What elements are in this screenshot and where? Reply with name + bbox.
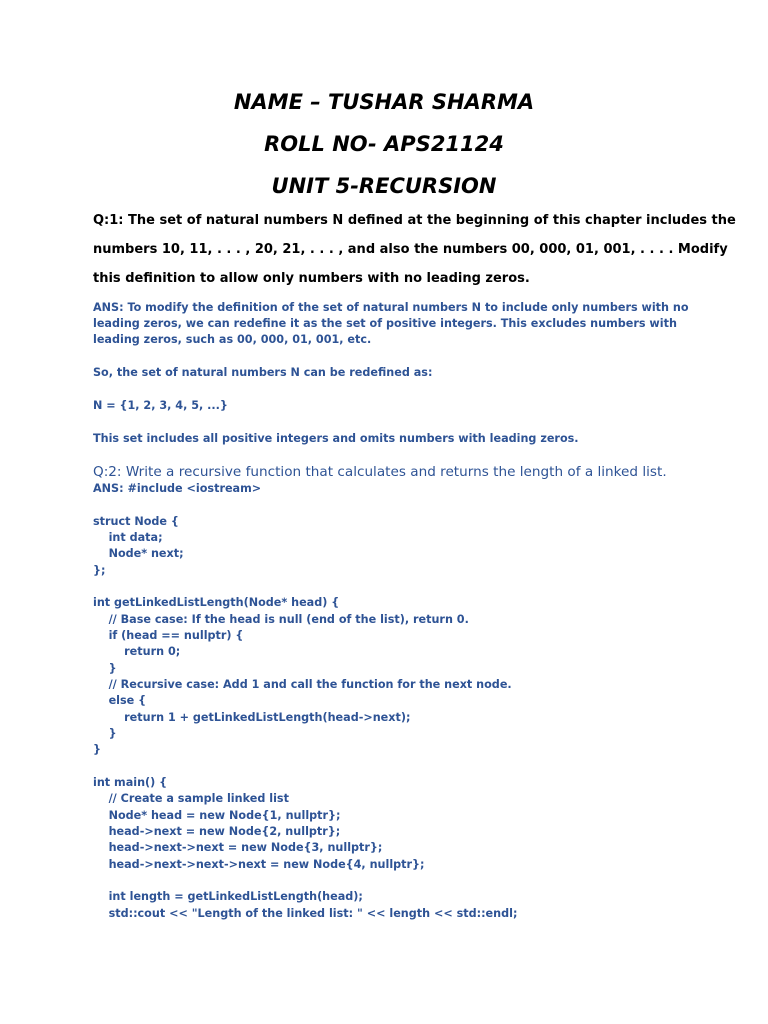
code-line: Node* head = new Node{1, nullptr}; (93, 808, 341, 822)
code-line: head->next->next->next = new Node{4, nullptr}; (93, 857, 425, 871)
code-line: } (93, 661, 117, 675)
question-2: Q:2: Write a recursive function that calculates and returns the length of a linked list. (93, 464, 667, 480)
code-line: else { (93, 694, 147, 708)
answer-1-paragraph: ANS: To modify the definition of the set of natural numbers N to include only numbers with no leading zeros, we can redefine it as the set of positive integers. This excludes numbers with leading zeros, such as 00, 000, 01, 001, etc. (93, 301, 689, 346)
code-line: head->next->next = new Node{3, nullptr}; (93, 841, 383, 855)
code-line: int getLinkedListLength(Node* head) { (93, 596, 340, 610)
code-line: // Create a sample linked list (93, 792, 289, 806)
code-line: } (93, 743, 101, 757)
code-line: Node* next; (93, 547, 184, 561)
code-line: ANS: #include <iostream> (93, 482, 262, 495)
answer-1-conclusion: This set includes all positive integers and omits numbers with leading zeros. (93, 432, 579, 445)
roll-number-heading: ROLL NO- APS21124 (264, 132, 504, 156)
code-line: struct Node { (93, 514, 179, 528)
unit-heading: UNIT 5-RECURSION (271, 174, 497, 198)
code-line: } (93, 726, 117, 740)
student-name-heading: NAME – TUSHAR SHARMA (233, 90, 535, 114)
code-line (93, 873, 517, 889)
question-1-line-2: numbers 10, 11, . . . , 20, 21, . . . , and also the numbers 00, 000, 01, 001, . . . . Modify (93, 242, 728, 257)
code-line: head->next = new Node{2, nullptr}; (93, 824, 341, 838)
code-line: // Base case: If the head is null (end of the list), return 0. (93, 612, 469, 626)
code-line: int length = getLinkedListLength(head); (93, 890, 363, 904)
code-line: return 0; (93, 645, 181, 659)
question-1-line-3: this definition to allow only numbers with no leading zeros. (93, 271, 530, 286)
code-line: }; (93, 563, 106, 577)
answer-2-code-block (93, 481, 517, 922)
code-line: if (head == nullptr) { (93, 628, 244, 642)
answer-1-set-definition: N = {1, 2, 3, 4, 5, ...} (93, 399, 228, 412)
code-line: std::cout << "Length of the linked list: " << length << std::endl; (93, 906, 518, 920)
code-line: return 1 + getLinkedListLength(head->next); (93, 710, 411, 724)
code-line (93, 497, 517, 513)
code-line: // Recursive case: Add 1 and call the function for the next node. (93, 677, 512, 691)
code-line: int main() { (93, 775, 168, 789)
question-1-line-1: Q:1: The set of natural numbers N defined at the beginning of this chapter includes the (93, 213, 736, 228)
code-line (93, 759, 517, 775)
code-line (93, 579, 517, 595)
code-line: int data; (93, 530, 163, 544)
answer-1-redefinition-intro: So, the set of natural numbers N can be redefined as: (93, 366, 433, 379)
